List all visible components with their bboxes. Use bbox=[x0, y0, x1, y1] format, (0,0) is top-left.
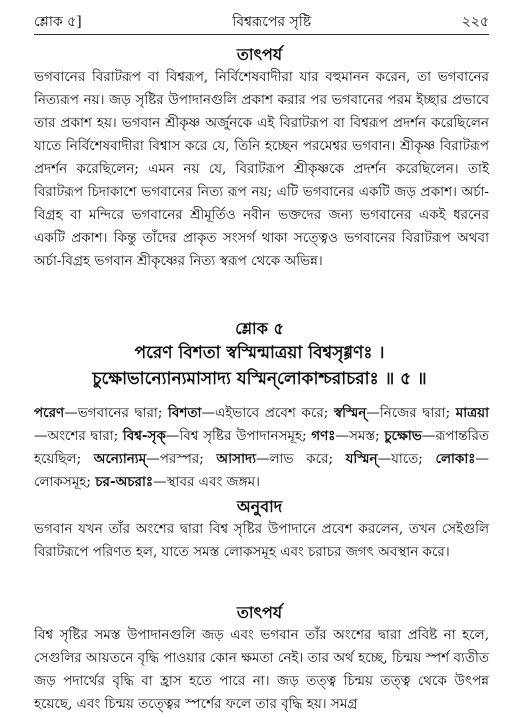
purport-heading: তাৎপর্য bbox=[236, 45, 283, 64]
verse-line-2: চুক্ষোভান্যোন্যমাসাদ্য যস্মিন্‌লোকাশ্চরাচরাঃ ॥ ৫ ॥ bbox=[92, 369, 427, 389]
synonym-meaning: —বিশ্ব সৃষ্টির উপাদানসমূহ; bbox=[165, 428, 312, 444]
verse-line-1: পরেণ বিশতা স্বস্মিন্মাত্রয়া বিশ্বসৃগ্গণঃ । bbox=[134, 343, 385, 363]
synonym-meaning: —রূপান্তরিত হয়েছিল; bbox=[34, 428, 490, 467]
synonym-meaning: —নিজের দ্বারা; bbox=[366, 405, 456, 421]
synonym-meaning: —পরস্পর; bbox=[146, 451, 217, 467]
synonym-term: চুক্ষোভ bbox=[384, 428, 422, 444]
synonym-term: বিশ্ব-সৃক্ bbox=[122, 428, 166, 444]
translation-heading: অনুবাদ bbox=[236, 497, 283, 516]
synonym-meaning: —অংশের দ্বারা; bbox=[34, 428, 123, 444]
purport-paragraph-2: বিশ্ব সৃষ্টির সমস্ত উপাদানগুলি জড় এবং ভগবান তাঁর অংশের দ্বারা প্রবিষ্ট না হলে, সেগুলির আয়তনে বৃদ্ধি পাওয়ার কোন ক্ষমতা নেই। তার অর্থ হচ্ছে, চিন্ময় স্পর্শ ব্যতীত জড় পদার্থের বৃদ্ধি বা হ্রাস হতে পারে না। জড় তত্ত্ব চিন্ময় তত্ত্ব থেকে উৎপন্ন হয়েছে, এবং চিন্ময় তত্ত্বের স্পর্শের ফলে তার বৃদ্ধি হয়। সমগ্র bbox=[34, 627, 489, 712]
verse-number: শ্লোক ৫ bbox=[235, 319, 284, 338]
synonym-meaning: —ভগবানের দ্বারা; bbox=[64, 405, 169, 421]
synonym-term: লোকাঃ bbox=[435, 451, 476, 467]
synonym-term: পরেণ bbox=[34, 405, 65, 421]
synonym-term: অন্যোন্যম্ bbox=[93, 451, 147, 467]
header-divider bbox=[34, 34, 489, 35]
synonym-term: যস্মিন্ bbox=[345, 451, 378, 467]
header-verse-ref: শ্লোক ৫] bbox=[34, 14, 82, 30]
synonym-meaning: —স্থাবর এবং জঙ্গম। bbox=[153, 474, 260, 490]
word-synonyms bbox=[34, 402, 489, 494]
header-chapter-title: বিশ্বরূপের সৃষ্টি bbox=[232, 14, 312, 30]
running-header bbox=[34, 10, 489, 32]
purport-heading-2: তাৎপর্য bbox=[236, 603, 283, 622]
translation-text: ভগবান যখন তাঁর অংশের দ্বারা বিশ্ব সৃষ্টির উপাদানে প্রবেশ করলেন, তখন সেইগুলি বিরাটরূপে পরিণত হল, যাতে সমস্ত লোকসমূহ এবং চরাচর জগৎ অবস্থান করে। bbox=[34, 521, 490, 560]
synonym-term: স্বস্মিন্ bbox=[333, 405, 367, 421]
synonym-meaning: —লোকসমূহ; bbox=[34, 451, 489, 490]
synonym-meaning: —যাতে; bbox=[377, 451, 436, 467]
synonym-term: গণঃ bbox=[311, 428, 336, 444]
synonym-term: মাত্রয়া bbox=[455, 405, 489, 421]
synonym-meaning: —এইভাবে প্রবেশ করে; bbox=[201, 405, 334, 421]
synonym-term: বিশতা bbox=[168, 405, 202, 421]
synonym-meaning: —সমস্ত; bbox=[335, 428, 385, 444]
purport-paragraph: ভগবানের বিরাটরূপ বা বিশ্বরূপ, নির্বিশেষবাদীরা যার বহুমানন করেন, তা ভগবানের নিত্যরূপ নয়। জড় সৃষ্টির উপাদানগুলি প্রকাশ করার পর ভগবানের পরম ইচ্ছার প্রভাবে তার প্রকাশ হয়। ভগবান শ্রীকৃষ্ণ অর্জুনকে এই বিরাটরূপ বা বিশ্বরূপ প্রদর্শন করেছিলেন যাতে নির্বিশেষবাদীরা বিশ্বাস করে যে, তিনি হচ্ছেন পরমেশ্বর ভগবান। শ্রীকৃষ্ণ বিরাটরূপ প্রদর্শন করেছিলেন; এমন নয় যে, বিরাটরূপ শ্রীকৃষ্ণকে প্রদর্শন করেছিলেন। তাই বিরাটরূপ চিদাকাশে ভগবানের নিত্য রূপ নয়; এটি ভগবানের একটি জড় প্রকাশ। অর্চা-বিগ্রহ বা মন্দিরে ভগবানের শ্রীমূর্তিও নবীন ভক্তদের জন্য ভগবানের একই ধরনের একটি প্রকাশ। কিন্তু তাঁদের প্রাকৃত সংসর্গ থাকা সত্ত্বেও ভগবানের বিরাটরূপ অথবা অর্চা-বিগ্রহ ভগবান শ্রীকৃষ্ণের নিত্য স্বরূপ থেকে অভিন্ন। bbox=[34, 69, 489, 269]
synonym-term: আসাদ্য bbox=[216, 451, 256, 467]
page-number: ২২৫ bbox=[461, 14, 489, 30]
synonym-term: চর-অচরাঃ bbox=[95, 474, 154, 490]
synonym-meaning: —লাভ করে; bbox=[256, 451, 346, 467]
